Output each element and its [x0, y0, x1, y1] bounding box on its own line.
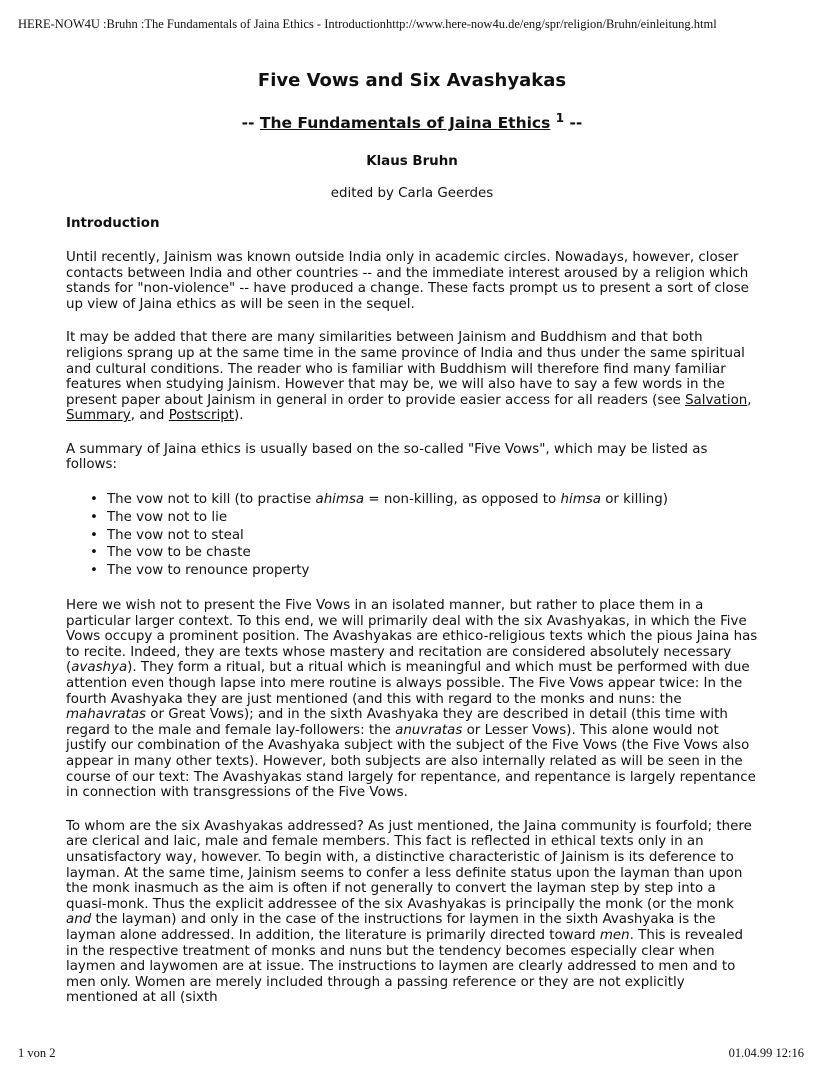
section-title: Introduction: [66, 216, 160, 232]
vow-text: The vow not to steal: [107, 527, 244, 543]
paragraph-3: A summary of Jaina ethics is usually based on the so-called "Five Vows", which may be listed as follows:: [66, 441, 708, 473]
paragraph-2: [66, 330, 758, 424]
list-item: [90, 562, 758, 580]
text-run: the layman) and only in the case of the instructions for laymen in the sixth Avashyaka is the layman alone addressed. In addition, the literature is primarily directed toward: [66, 912, 716, 943]
bullet: •: [90, 563, 98, 579]
paragraph-2-text: It may be added that there are many similarities between Jainism and Buddhism and that both religions sprang up at the same time in the same province of India and thus under the same spiritual and cultural conditions. The reader who is familiar with Buddhism will therefore find many familiar features when studying Jainism. However that may be, we will also have to say a few words in the present paper about Jainism in general in order to provide easier access for all readers (see: [66, 330, 745, 408]
bullet: •: [90, 527, 98, 543]
subtitle-link[interactable]: The Fundamentals of Jaina Ethics: [259, 114, 551, 133]
article: [66, 70, 758, 1006]
paragraph-4: [66, 598, 758, 801]
page-title: Five Vows and Six Avashyakas: [257, 70, 567, 91]
vow-text: The vow not to kill (to practise: [107, 492, 316, 508]
list-item: [90, 544, 758, 562]
text-run: . This is revealed in the respective treatment of monks and nuns but the tendency becomes especially clear when laymen and laywomen are at issue. The instructions to laymen are clearly addressed to men and to men only. Women are merely included through a passing reference or they are not explicitly mentioned at all (sixth: [66, 927, 744, 1006]
print-header: HERE-NOW4U :Bruhn :The Fundamentals of Jaina Ethics - Introductionhttp://www.here-now4u.de/eng/spr/religion/Bruhn/einleitung.html: [18, 17, 717, 31]
emphasis-men: men: [599, 927, 630, 943]
text-run: or Lesser Vows). This alone would not justify our combination of the Avashyaka subject with the subject of the Five Vows (the Five Vows also appear in many other texts). However, both subjects are also internally related as will be seen in the course of our text: The Avashyakas stand largely for repentance, and repentance is largely repentance in connection with transgressions of the Five Vows.: [66, 722, 756, 801]
text-run: Here we wish not to present the Five Vows in an isolated manner, but rather to place them in a particular larger context. To this end, we will primarily deal with the six Avashyakas, in which the Five Vows occupy a prominent position. The Avashyakas are ethico-religious texts which the pious Jaina has to recite. Indeed, they are texts whose mastery and recitation are considered absolutely necessary (: [66, 598, 758, 676]
term-anuvratas: anuvratas: [395, 722, 463, 738]
text-run: To whom are the six Avashyakas addressed? As just mentioned, the Jaina community is fourfold; there are clerical and laic, male and female members. This fact is reflected in ethical texts only in an unsatisfactory way, however. To begin with, a distinctive characteristic of Jainism is its deference to layman. At the same time, Jainism seems to confer a less definite status upon the layman than upon the monk inasmuch as the aim is often if not generally to convert the layman step by step into a quasi-monk. Thus the explicit addressee of the six Avashyakas is principally the monk (or the monk: [66, 818, 752, 912]
term-himsa: himsa: [560, 492, 601, 508]
salvation-link[interactable]: Salvation: [685, 392, 748, 408]
subtitle-prefix: --: [241, 114, 260, 133]
vow-text: The vow to be chaste: [107, 545, 251, 561]
footnote-marker[interactable]: 1: [555, 111, 565, 125]
subtitle: [66, 108, 758, 133]
vows-list: [66, 491, 758, 580]
vow-text: or killing): [600, 492, 668, 508]
term-avashya: avashya: [71, 660, 128, 676]
paragraph-5: [66, 819, 758, 1006]
page-number: 1 von 2: [18, 1046, 56, 1060]
list-item: [90, 509, 758, 527]
paragraph-1: Until recently, Jainism was known outside India only in academic circles. Nowadays, however, closer contacts between India and other countries -- and the immediate interest aroused by a religion which stands for "non-violence" -- have produced a change. These facts prompt us to present a sort of close up view of Jaina ethics as will be seen in the sequel.: [66, 249, 749, 312]
vow-text: = non-killing, as opposed to: [364, 492, 561, 508]
bullet: •: [90, 509, 98, 525]
separator: ,: [747, 392, 752, 408]
text-run: ). They form a ritual, but a ritual which is meaningful and which must be performed with due attention even though lapse into mere routine is always possible. The Five Vows appear twice: In the fourth Avashyaka they are just mentioned (and this with regard to the monks and nuns: the: [66, 660, 750, 707]
list-item: [90, 527, 758, 545]
vow-text: The vow to renounce property: [107, 563, 310, 579]
vow-text: The vow not to lie: [107, 509, 228, 525]
postscript-link[interactable]: Postscript: [168, 408, 235, 424]
bullet: •: [90, 545, 98, 561]
text-run: or Great Vows); and in the sixth Avashyaka they are described in detail (this time with regard to the male and female lay-followers: the: [66, 707, 728, 738]
list-item: [90, 491, 758, 509]
print-timestamp: 01.04.99 12:16: [728, 1046, 804, 1060]
author: Klaus Bruhn: [366, 154, 458, 170]
paragraph-2-end: ).: [234, 408, 244, 424]
summary-link[interactable]: Summary: [66, 408, 131, 424]
term-mahavratas: mahavratas: [66, 707, 147, 723]
term-ahimsa: ahimsa: [315, 492, 365, 508]
subtitle-suffix: --: [564, 114, 583, 133]
editor: edited by Carla Geerdes: [330, 185, 494, 201]
emphasis-and: and: [66, 912, 92, 928]
separator: , and: [130, 408, 169, 424]
bullet: •: [90, 492, 98, 508]
